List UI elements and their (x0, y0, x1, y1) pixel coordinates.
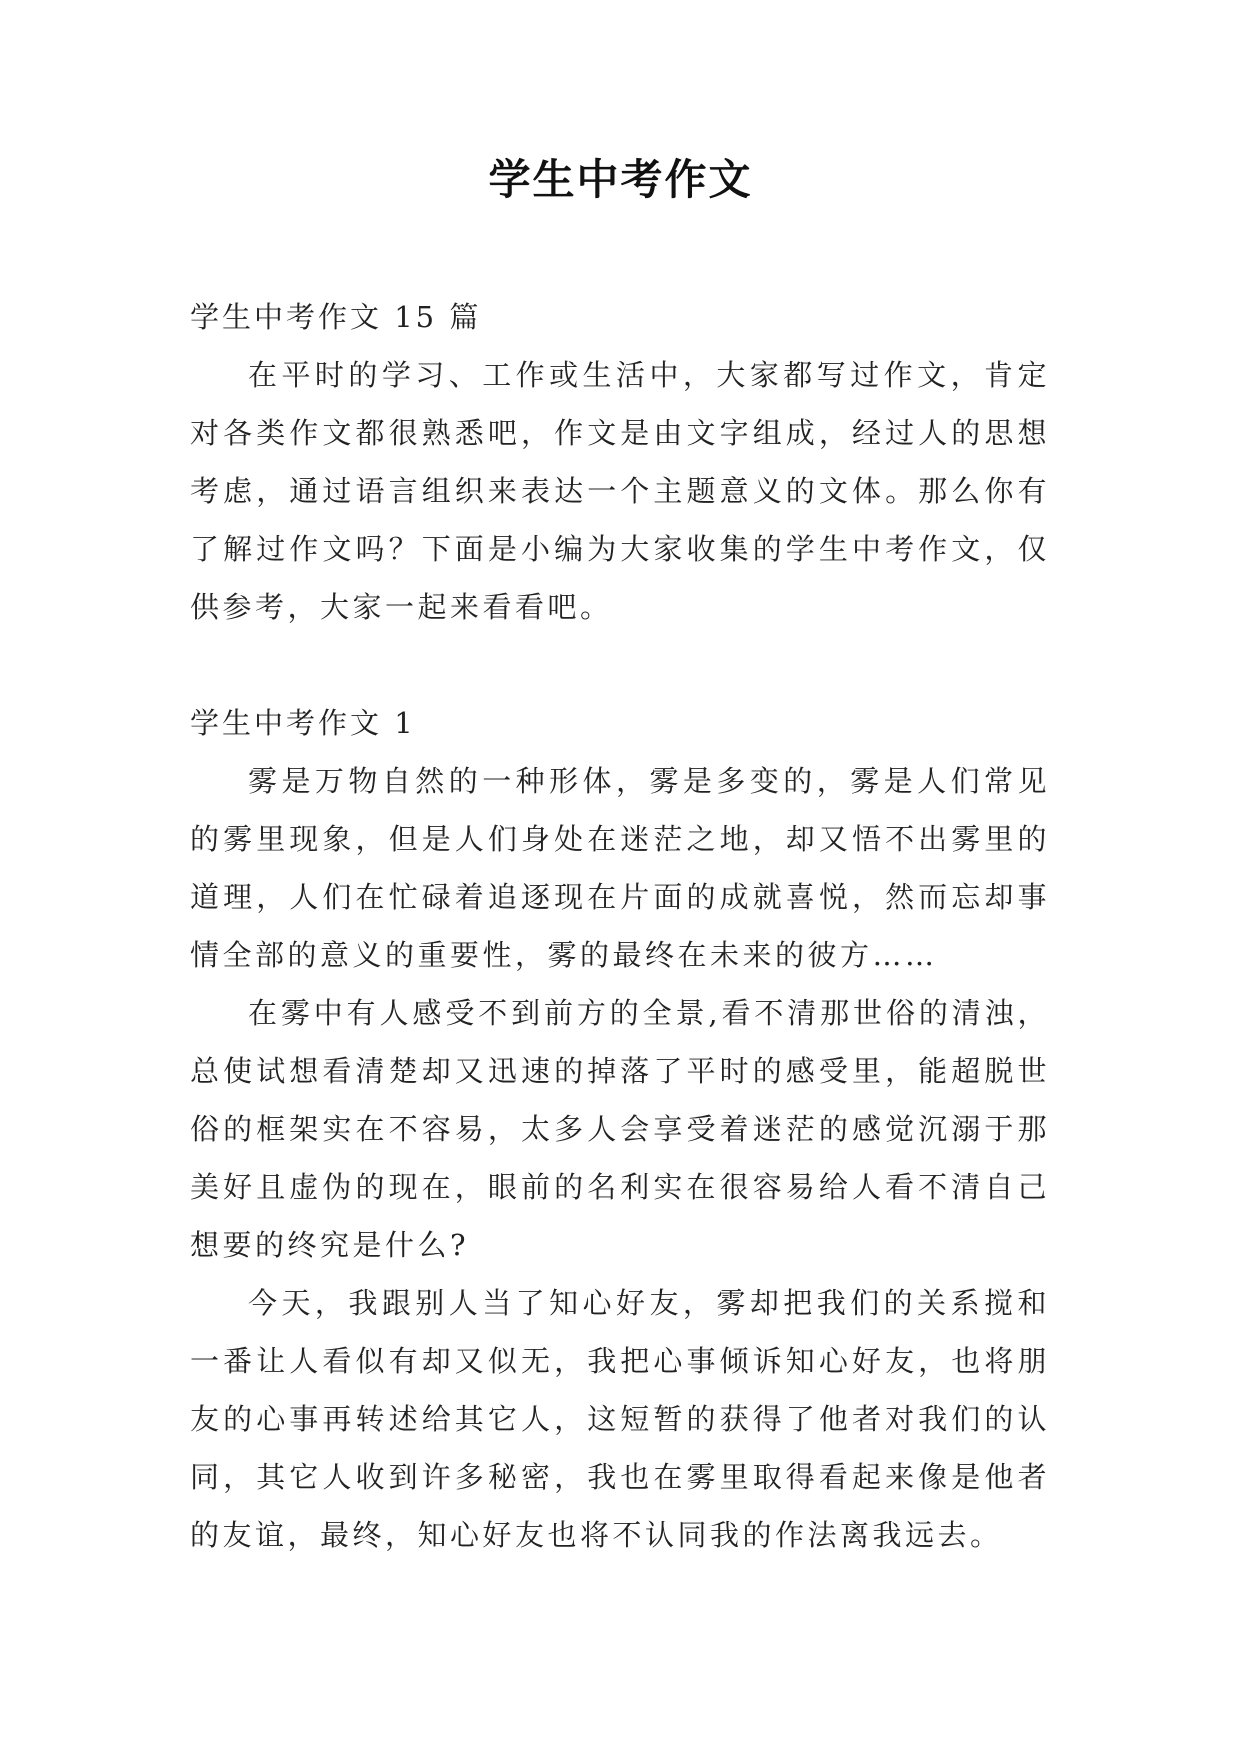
intro-heading: 学生中考作文 15 篇 (190, 300, 482, 334)
document-body (190, 288, 1050, 1564)
section-1-paragraph-1: 雾是万物自然的一种形体，雾是多变的，雾是人们常见的雾里现象，但是人们身处在迷茫之地，却又悟不出雾里的道理，人们在忙碌着追逐现在片面的成就喜悦，然而忘却事情全部的意义的重要性，雾的最终在未来的彼方…… (190, 764, 1050, 972)
section-1-paragraph-3: 今天，我跟别人当了知心好友，雾却把我们的关系搅和一番让人看似有却又似无，我把心事倾诉知心好友，也将朋友的心事再转述给其它人，这短暂的获得了他者对我们的认同，其它人收到许多秘密，我也在雾里取得看起来像是他者的友谊，最终，知心好友也将不认同我的作法离我远去。 (190, 1286, 1050, 1552)
section-spacer (190, 636, 1050, 694)
section-1-heading: 学生中考作文 1 (190, 706, 416, 740)
document-title: 学生中考作文 (488, 155, 753, 204)
intro-paragraph: 在平时的学习、工作或生活中，大家都写过作文，肯定对各类作文都很熟悉吧，作文是由文字组成，经过人的思想考虑，通过语言组织来表达一个主题意义的文体。那么你有了解过作文吗？下面是小编为大家收集的学生中考作文，仅供参考，大家一起来看看吧。 (190, 358, 1050, 624)
section-1-paragraph-2: 在雾中有人感受不到前方的全景,看不清那世俗的清浊，总使试想看清楚却又迅速的掉落了平时的感受里，能超脱世俗的框架实在不容易，太多人会享受着迷茫的感觉沉溺于那美好且虚伪的现在，眼前的名利实在很容易给人看不清自己想要的终究是什么? (190, 996, 1050, 1262)
